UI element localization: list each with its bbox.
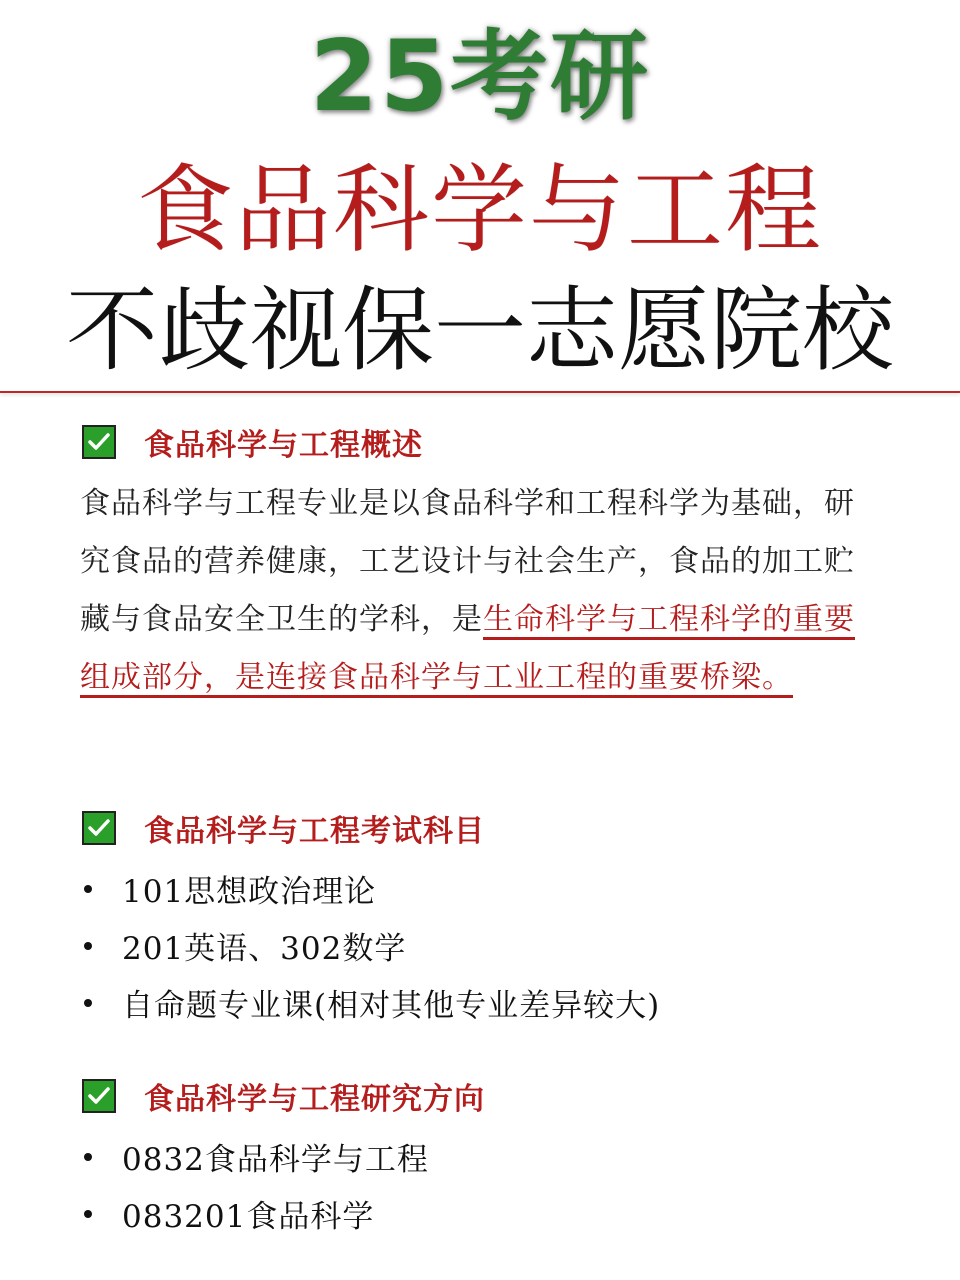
list-item	[84, 923, 406, 968]
list-item	[84, 1191, 374, 1236]
list-item	[84, 1134, 429, 1179]
list-item-text: 201英语、302数学	[122, 931, 407, 967]
list-item-text: 083201食品科学	[122, 1199, 375, 1235]
section-exam-subjects-heading	[82, 808, 485, 848]
check-box-icon	[82, 811, 116, 845]
bullet-icon	[84, 942, 92, 950]
title-major: 食品科学与工程	[137, 154, 823, 266]
check-box-icon	[82, 425, 116, 459]
overview-highlight-text: 生命科学与工程科学的重要组成部分，是连接食品科学与工业工程的重要桥梁。	[80, 602, 855, 695]
overview-text: 食品科学与工程专业是以食品科学和工程科学为基础，研究食品的营养健康，工艺设计与社会生产，食品的加工贮藏与食品安全卫生的学科，是	[80, 486, 855, 637]
section-title: 食品科学与工程考试科目	[144, 814, 485, 849]
title-subtitle: 不歧视保一志愿院校	[65, 277, 894, 384]
bullet-icon	[84, 1153, 92, 1161]
section-overview-heading	[82, 422, 423, 462]
section-research-directions-heading	[82, 1076, 485, 1116]
title-exam-year: 25考研	[309, 20, 651, 134]
bullet-icon	[84, 885, 92, 893]
check-box-icon	[82, 1079, 116, 1113]
list-item-text: 自命题专业课(相对其他专业差异较大)	[122, 988, 661, 1024]
bullet-icon	[84, 1210, 92, 1218]
section-title: 食品科学与工程研究方向	[144, 1082, 485, 1117]
overview-paragraph	[80, 475, 870, 707]
list-item-text: 0832食品科学与工程	[122, 1142, 429, 1178]
list-item	[84, 866, 376, 911]
list-item	[84, 980, 660, 1025]
list-item-text: 101思想政治理论	[122, 874, 377, 910]
bullet-icon	[84, 999, 92, 1007]
section-title: 食品科学与工程概述	[144, 428, 423, 463]
header-divider	[0, 391, 960, 393]
